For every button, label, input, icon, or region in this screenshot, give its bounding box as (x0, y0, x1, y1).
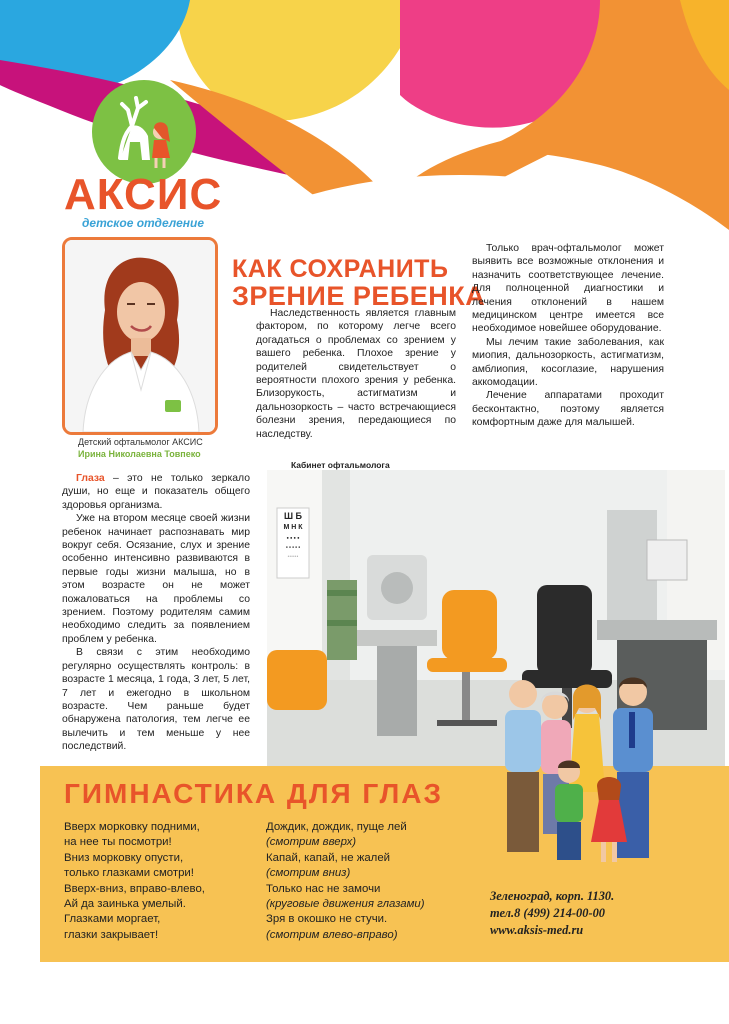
poem-line: только глазками смотри! (64, 867, 194, 880)
article-title-line1: КАК СОХРАНИТЬ (232, 255, 449, 283)
contacts-block (490, 888, 614, 939)
paragraph: Наследственность является главным фактором, по которому легче всего догадаться о проблемах со зрением у вашего ребенка. Плохое зрение у родителей свидетельствует о вероятности плохого зрения у ребенка. Близорукость, астигматизм и дальнозоркость – часто встречающиеся болезни зрения, передающиеся по наследству. (256, 308, 456, 440)
deer-girl-icon (92, 80, 196, 184)
logo-subtitle: детское отделение (82, 216, 205, 230)
doctor-photo (62, 237, 218, 435)
doctor-name: Ирина Николаевна Товпеко (78, 449, 201, 459)
poem-instruction: (круговые движения глазами) (266, 898, 425, 911)
eye-chart-row: ● ● ● ● ● (285, 545, 301, 549)
logo-emblem (92, 80, 196, 184)
article-title-line2: ЗРЕНИЕ РЕБЕНКА (232, 281, 486, 311)
cabinet-photo-caption: Кабинет офтальмолога (291, 460, 390, 470)
paragraph-intro (62, 472, 250, 512)
poem-carrot (64, 820, 205, 943)
poem-rain (266, 820, 425, 943)
address: Зеленоград, корп. 1130. (490, 889, 615, 903)
poem-instruction: (смотрим вниз) (266, 867, 351, 880)
poem-line: Вверх морковку подними, (64, 821, 200, 833)
article-middle-column (256, 307, 456, 441)
gymnastics-title: ГИМНАСТИКА ДЛЯ ГЛАЗ (64, 778, 443, 809)
poem-instruction: (смотрим вверх) (266, 836, 357, 849)
poem-line: глазки закрывает! (64, 928, 159, 941)
poem-line: Капай, капай, не жалей (266, 851, 391, 864)
paragraph: Мы лечим такие заболевания, как миопия, дальнозоркость, астигматизм, амблиопия, косоглазие, нарушения аккомодации. (472, 336, 664, 389)
phone: тел.8 (499) 214-00-00 (490, 906, 605, 920)
keyword-eyes: Глаза (76, 473, 105, 484)
doctor-role: Детский офтальмолог АКСИС (78, 437, 203, 447)
paragraph: Только врач-офтальмолог может выявить все возможные отклонения и назначить соответствующее лечение. Для полноценной диагностики и лечения отклонений в нашем медицинском центре имеется все необходимое новейшее оборудование. (472, 243, 664, 335)
poem-line: Вниз морковку опусти, (64, 851, 184, 864)
eye-chart-row: Ш Б (283, 511, 302, 521)
logo-wordmark: АКСИС (64, 170, 223, 219)
website-link[interactable]: www.aksis-med.ru (490, 923, 584, 937)
paragraph: В связи с этим необходимо регулярно осуществлять контроль: в возрасте 1 месяца, 1 года, 3 лет, 5 лет, 7 лет и ежегодно в школьном возрасте. Чем раньше будет обнаружена патология, тем легче ее вылечить и тем меньше у нее последствий. (62, 647, 250, 753)
family-illustration (495, 672, 675, 882)
poem-line: Зря в окошко не стучи. (266, 913, 388, 926)
poem-line: на нее ты посмотри! (64, 836, 172, 849)
article-right-column (472, 242, 664, 430)
poem-line: Дождик, дождик, пуще лей (266, 821, 407, 833)
article-left-column (62, 472, 250, 754)
intro-text: – это не только зеркало души, но еще и показатель общего здоровья организма. (62, 473, 250, 511)
paragraph: Лечение аппаратами проходит бесконтактно, поэтому является комфортным даже для малышей. (472, 390, 664, 429)
eye-chart (277, 510, 309, 560)
eye-chart-row: ● ● ● ● (286, 535, 300, 540)
poem-line: Только нас не замочи (266, 882, 381, 895)
poem-line: Глазками моргает, (64, 913, 161, 926)
paragraph: Уже на втором месяце своей жизни ребенок начинает распознавать мир вокруг себя. Осязание, слух и зрение особенно интенсивно развиваются в первые годы жизни малыша, но в этом возрасте он не может пожаловаться на проблемы со зрением. Поэтому родителям самим необходимо следить за появлением проблем у ребенка. (62, 513, 250, 645)
eye-chart-row: М Н К (283, 524, 303, 531)
poem-line: Вверх-вниз, вправо-влево, (64, 882, 205, 895)
poem-line: Ай да заинька умелый. (64, 898, 186, 911)
poem-instruction: (смотрим влево-вправо) (266, 928, 398, 941)
eye-chart-row: • • • • • • (287, 554, 299, 558)
